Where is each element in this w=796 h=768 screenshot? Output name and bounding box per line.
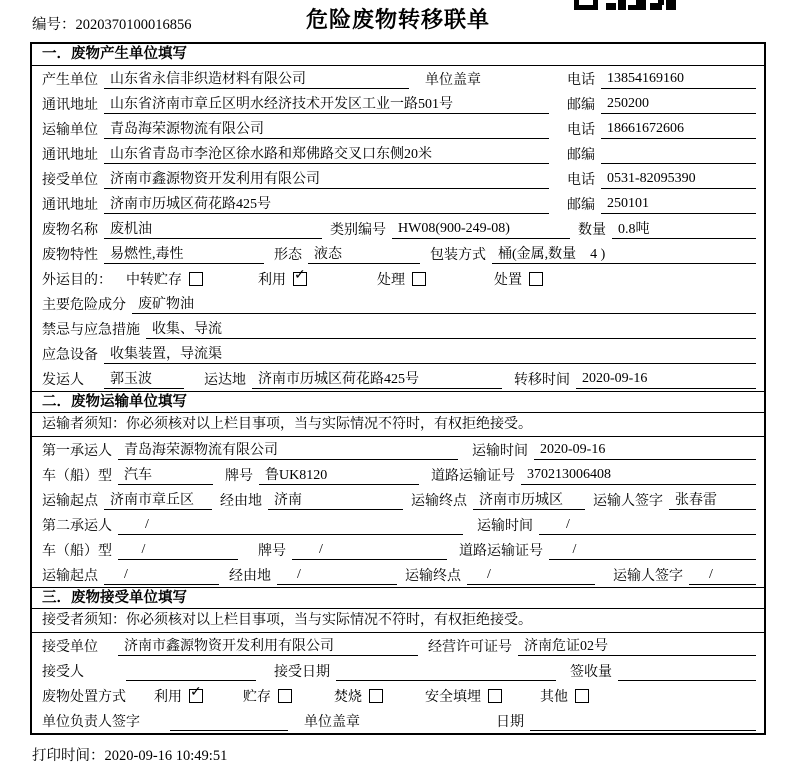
field-label: 车（船）型 xyxy=(42,469,112,484)
field-label: 禁忌与应急措施 xyxy=(42,323,140,338)
field-value: 0531-82095390 xyxy=(601,171,756,189)
field-label: 通讯地址 xyxy=(42,148,98,163)
field-label: 经由地 xyxy=(220,494,262,509)
section-title: 二．废物运输单位填写 xyxy=(32,391,764,413)
print-time-label: 打印时间： xyxy=(32,748,105,764)
field-label: 邮编 xyxy=(567,198,595,213)
field-label: 运输终点 xyxy=(411,494,467,509)
field-value: 济南市历城区 xyxy=(473,489,585,510)
field-label: 运输时间 xyxy=(477,519,533,534)
field-label: 接受日期 xyxy=(274,665,330,680)
field-value: 山东省济南市章丘区明水经济技术开发区工业一路501号 xyxy=(104,93,549,114)
field-label: 日期 xyxy=(496,715,524,730)
field-value: 青岛海荣源物流有限公司 xyxy=(104,118,549,139)
field-value xyxy=(126,663,256,681)
field-label: 单位盖章 xyxy=(425,73,481,88)
field-label: 运输起点 xyxy=(42,569,98,584)
form-row xyxy=(32,266,764,291)
form-row xyxy=(32,216,764,241)
field-label: 第一承运人 xyxy=(42,444,112,459)
form-row xyxy=(32,366,764,391)
field-value: / xyxy=(118,517,463,535)
form-row xyxy=(32,437,764,462)
checkbox-label: 利用 xyxy=(258,273,286,288)
form-title: 危险废物转移联单 xyxy=(305,7,490,32)
form-row xyxy=(32,141,764,166)
field-value: 废矿物油 xyxy=(132,293,756,314)
field-label: 电话 xyxy=(567,173,595,188)
field-label: 运输人签字 xyxy=(613,569,683,584)
checkbox-option xyxy=(334,686,383,706)
checkbox-option xyxy=(377,269,426,289)
field-label: 签收量 xyxy=(570,665,612,680)
print-time xyxy=(32,744,227,765)
field-value: 2020-09-16 xyxy=(534,442,756,460)
checkbox-option xyxy=(494,269,543,289)
field-value: / xyxy=(104,567,219,585)
field-label: 运输终点 xyxy=(405,569,461,584)
field-value xyxy=(618,663,756,681)
form-row xyxy=(32,658,764,683)
field-value: 汽车 xyxy=(118,464,213,485)
checkbox-checked-icon xyxy=(293,272,307,286)
form-row xyxy=(32,166,764,191)
form-row xyxy=(32,341,764,366)
field-label: 单位盖章 xyxy=(304,715,360,730)
field-label: 经由地 xyxy=(229,569,271,584)
form-row xyxy=(32,462,764,487)
field-label: 数量 xyxy=(578,223,606,238)
field-value: / xyxy=(277,567,397,585)
field-label: 接受单位 xyxy=(42,640,98,655)
field-value: 收集、导流 xyxy=(146,318,756,339)
field-value: 青岛海荣源物流有限公司 xyxy=(118,439,458,460)
serial-value: 2020370100016856 xyxy=(75,17,192,33)
form-row xyxy=(32,66,764,91)
field-label: 单位负责人签字 xyxy=(42,715,140,730)
field-label: 运输人签字 xyxy=(593,494,663,509)
field-label: 道路运输证号 xyxy=(459,544,543,559)
section-title: 一．废物产生单位填写 xyxy=(32,44,764,66)
checkbox-unchecked-icon xyxy=(278,689,292,703)
field-label: 通讯地址 xyxy=(42,98,98,113)
section-notice: 运输者须知：你必须核对以上栏目事项，当与实际情况不符时，有权拒绝接受。 xyxy=(32,413,764,437)
checkbox-option xyxy=(243,686,292,706)
field-label: 产生单位 xyxy=(42,73,98,88)
form-row xyxy=(32,487,764,512)
field-label: 主要危险成分 xyxy=(42,298,126,313)
form-row xyxy=(32,708,764,733)
field-value: 济南市鑫源物资开发利用有限公司 xyxy=(104,168,549,189)
section-title: 三．废物接受单位填写 xyxy=(32,587,764,609)
field-value: 2020-09-16 xyxy=(576,371,756,389)
field-value xyxy=(336,663,556,681)
form-row xyxy=(32,512,764,537)
form-row xyxy=(32,537,764,562)
checkbox-unchecked-icon xyxy=(488,689,502,703)
form-row xyxy=(32,562,764,587)
qr-code-fragment xyxy=(574,0,676,11)
field-label: 牌号 xyxy=(258,544,286,559)
checkbox-unchecked-icon xyxy=(575,689,589,703)
form-row xyxy=(32,116,764,141)
field-label: 包装方式 xyxy=(430,248,486,263)
checkbox-label: 焚烧 xyxy=(334,690,362,705)
field-label: 运输单位 xyxy=(42,123,98,138)
checkbox-option xyxy=(540,686,589,706)
field-value: 370213006408 xyxy=(521,467,756,485)
field-value: 济南 xyxy=(268,489,403,510)
field-label: 转移时间 xyxy=(514,373,570,388)
field-value: HW08(900-249-08) xyxy=(392,221,570,239)
field-label: 第二承运人 xyxy=(42,519,112,534)
field-label: 牌号 xyxy=(225,469,253,484)
page-header xyxy=(0,0,796,42)
field-value: 山东省永信非织造材料有限公司 xyxy=(104,68,409,89)
checkbox-label: 其他 xyxy=(540,690,568,705)
field-value: 山东省青岛市李沧区徐水路和郑佛路交叉口东侧20米 xyxy=(104,143,549,164)
field-value: 济南市历城区荷花路425号 xyxy=(252,368,502,389)
field-value: 济南危证02号 xyxy=(518,635,756,656)
form-row xyxy=(32,191,764,216)
field-value xyxy=(530,713,756,731)
field-label: 电话 xyxy=(567,123,595,138)
checkbox-label: 中转贮存 xyxy=(126,273,182,288)
field-label: 经营许可证号 xyxy=(428,640,512,655)
field-value: 收集装置，导流渠 xyxy=(104,343,756,364)
field-value: 桶(金属,数量 4 ) xyxy=(492,243,756,264)
field-label: 废物处置方式 xyxy=(42,690,126,705)
checkbox-label: 安全填埋 xyxy=(425,690,481,705)
field-label: 邮编 xyxy=(567,148,595,163)
field-label: 运输起点 xyxy=(42,494,98,509)
checkbox-option xyxy=(126,269,203,289)
field-label: 类别编号 xyxy=(330,223,386,238)
field-label: 运输时间 xyxy=(472,444,528,459)
form-table xyxy=(30,42,766,735)
field-label: 接受人 xyxy=(42,665,84,680)
field-value: / xyxy=(539,517,756,535)
field-value: 18661672606 xyxy=(601,121,756,139)
checkbox-label: 利用 xyxy=(154,690,182,705)
field-label: 邮编 xyxy=(567,98,595,113)
form-row xyxy=(32,683,764,708)
field-value xyxy=(601,146,756,164)
checkbox-unchecked-icon xyxy=(369,689,383,703)
field-value: 济南市历城区荷花路425号 xyxy=(104,193,549,214)
field-value: 废机油 xyxy=(104,218,322,239)
form-row xyxy=(32,91,764,116)
field-value: 250101 xyxy=(601,196,756,214)
checkbox-unchecked-icon xyxy=(412,272,426,286)
checkbox-option xyxy=(154,686,203,706)
field-label: 应急设备 xyxy=(42,348,98,363)
field-label: 废物名称 xyxy=(42,223,98,238)
form-row xyxy=(32,633,764,658)
print-time-value: 2020-09-16 10:49:51 xyxy=(104,748,228,764)
checkbox-unchecked-icon xyxy=(529,272,543,286)
field-label: 接受单位 xyxy=(42,173,98,188)
field-label: 废物特性 xyxy=(42,248,98,263)
field-value: 250200 xyxy=(601,96,756,114)
field-label: 外运目的： xyxy=(42,273,112,288)
checkbox-checked-icon xyxy=(189,689,203,703)
form-row xyxy=(32,291,764,316)
field-label: 车（船）型 xyxy=(42,544,112,559)
field-value: / xyxy=(467,567,595,585)
field-label: 通讯地址 xyxy=(42,198,98,213)
checkbox-unchecked-icon xyxy=(189,272,203,286)
field-label: 道路运输证号 xyxy=(431,469,515,484)
checkbox-label: 处理 xyxy=(377,273,405,288)
field-value: / xyxy=(118,542,238,560)
field-value xyxy=(170,713,288,731)
checkbox-label: 处置 xyxy=(494,273,522,288)
field-value: 鲁UK8120 xyxy=(259,464,419,485)
field-value: 郭玉波 xyxy=(104,368,184,389)
form-row xyxy=(32,316,764,341)
form-row xyxy=(32,241,764,266)
field-value: 济南市鑫源物资开发利用有限公司 xyxy=(118,635,418,656)
field-value: / xyxy=(689,567,756,585)
field-value: 0.8吨 xyxy=(612,218,756,239)
section-notice: 接受者须知：你必须核对以上栏目事项，当与实际情况不符时，有权拒绝接受。 xyxy=(32,609,764,633)
checkbox-option xyxy=(258,269,307,289)
field-value: 液态 xyxy=(308,243,420,264)
field-value: / xyxy=(549,542,756,560)
field-value: 济南市章丘区 xyxy=(104,489,212,510)
field-label: 电话 xyxy=(567,73,595,88)
field-value: 易燃性,毒性 xyxy=(104,243,264,264)
field-value: / xyxy=(292,542,447,560)
checkbox-label: 贮存 xyxy=(243,690,271,705)
serial-label: 编号： xyxy=(32,17,76,33)
field-label: 形态 xyxy=(274,248,302,263)
field-label: 发运人 xyxy=(42,373,84,388)
checkbox-option xyxy=(425,686,502,706)
field-label: 运达地 xyxy=(204,373,246,388)
field-value: 13854169160 xyxy=(601,71,756,89)
field-value: 张春雷 xyxy=(669,489,756,510)
